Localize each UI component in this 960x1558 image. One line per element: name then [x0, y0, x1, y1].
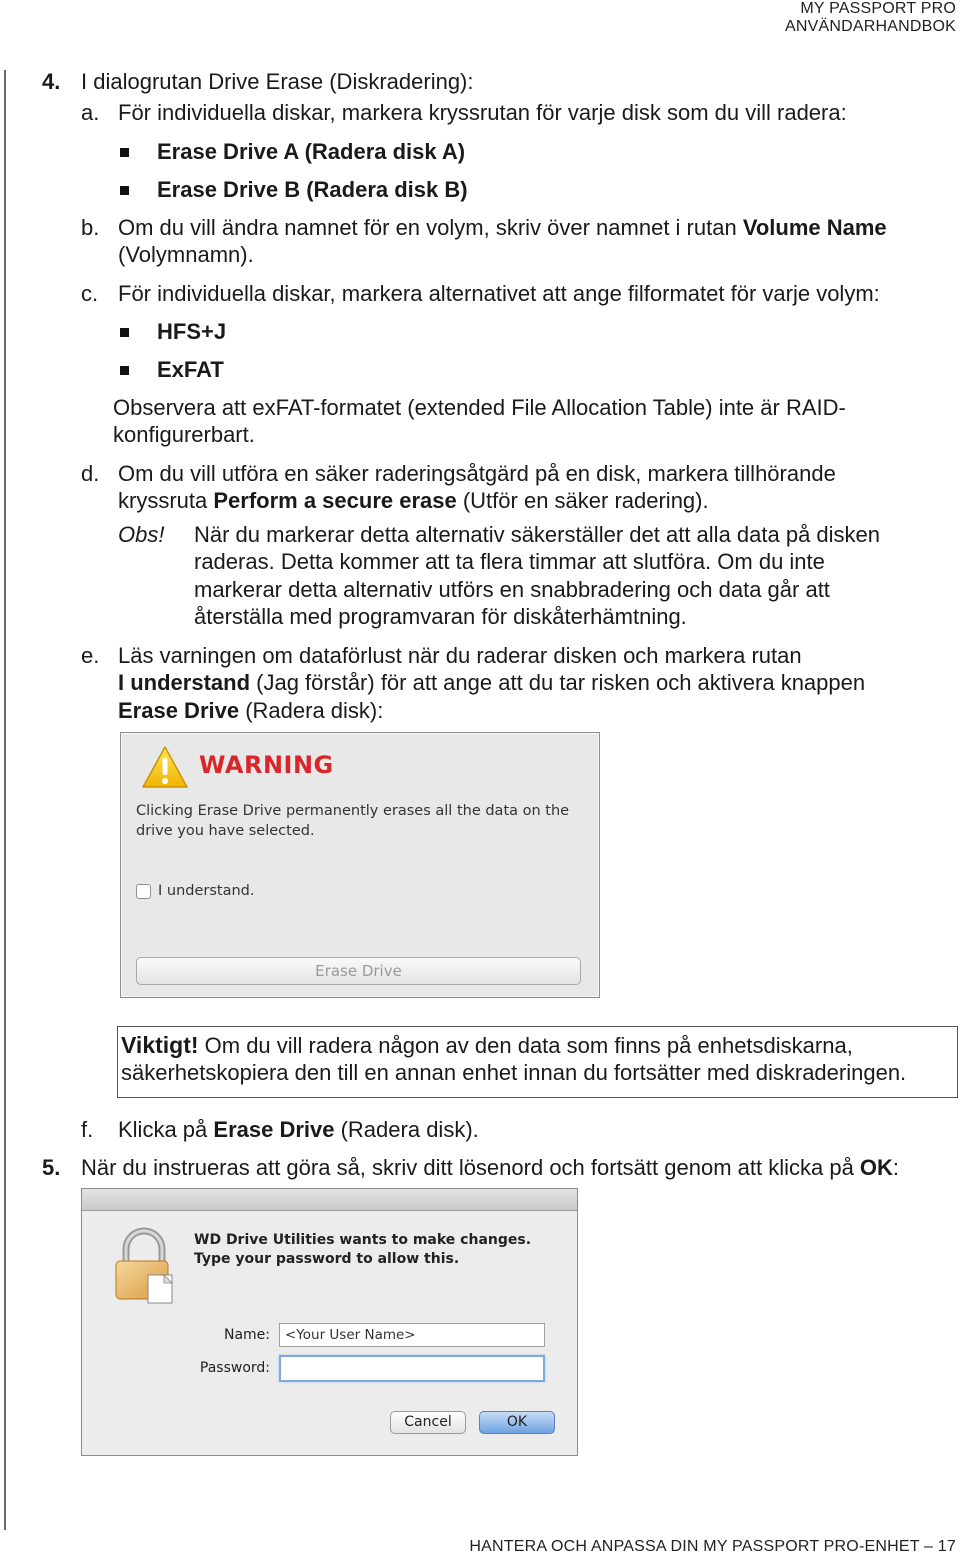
- password-message-line1: WD Drive Utilities wants to make changes.: [194, 1232, 532, 1248]
- step-5-pre: När du instrueras att göra så, skriv ditt lösenord och fortsätt genom att klicka på: [81, 1155, 860, 1180]
- step-4d-letter: d.: [81, 461, 100, 486]
- step-4f-pre: Klicka på: [118, 1117, 214, 1142]
- step-4f-bold: Erase Drive: [213, 1117, 335, 1142]
- step-4f-letter: f.: [81, 1117, 94, 1142]
- obs-line4: återställa med programvaran för diskåterhämtning.: [194, 604, 687, 629]
- name-label: Name:: [223, 1327, 270, 1343]
- step-4c-note-line2: konfigurerbart.: [113, 422, 255, 447]
- step-4e-line3-bold: Erase Drive: [118, 698, 240, 723]
- step-4a-text: För individuella diskar, markera kryssrutan för varje disk som du vill radera:: [118, 100, 847, 125]
- warning-dialog: [120, 732, 600, 998]
- obs-line2: raderas. Detta kommer att ta flera timmar att slutföra. Om du inte: [194, 549, 825, 574]
- step-4c-note-line1: Observera att exFAT-formatet (extended File Allocation Table) inte är RAID-: [113, 395, 846, 420]
- step-4e-line1: Läs varningen om dataförlust när du raderar disken och markera rutan: [118, 643, 802, 668]
- bullet-erase-drive-a: Erase Drive A (Radera disk A): [157, 139, 466, 164]
- step-4e-line3: [118, 697, 383, 725]
- obs-line3: markerar detta alternativ utförs en snabbradering och data går att: [194, 577, 830, 602]
- warning-icon: [141, 745, 189, 789]
- header-subtitle: ANVÄNDARHANDBOK: [784, 18, 956, 35]
- step-4e-line2-bold: I understand: [118, 670, 251, 695]
- step-4b-pre: Om du vill ändra namnet för en volym, skriv över namnet i rutan: [118, 215, 743, 240]
- obs-line1: När du markerar detta alternativ säkerställer det att alla data på disken: [194, 522, 881, 547]
- understand-checkbox-row[interactable]: [136, 883, 254, 899]
- step-4e-line2-post: (Jag förstår) för att ange att du tar risken och aktivera knappen: [250, 670, 866, 695]
- step-5-bold: OK: [859, 1155, 893, 1180]
- step-4f-text: [118, 1116, 479, 1144]
- cancel-button[interactable]: Cancel: [390, 1411, 466, 1434]
- bullet-icon: [120, 366, 129, 375]
- bullet-icon: [120, 186, 129, 195]
- step-4d-line2: [118, 487, 709, 515]
- understand-checkbox[interactable]: [136, 884, 151, 899]
- password-field[interactable]: [279, 1355, 545, 1382]
- important-line2: säkerhetskopiera den till en annan enhet innan du fortsätter med diskraderingen.: [121, 1060, 907, 1085]
- step-4b-text: [118, 214, 887, 242]
- lock-icon: [112, 1227, 176, 1305]
- important-note: [117, 1026, 958, 1098]
- warning-title: WARNING: [199, 751, 334, 779]
- password-message-line2: Type your password to allow this.: [194, 1251, 460, 1267]
- margin-rule: [4, 70, 6, 1530]
- dialog-titlebar[interactable]: [82, 1189, 577, 1211]
- step-5-text: [81, 1154, 899, 1182]
- step-4-number: 4.: [42, 69, 61, 94]
- understand-label: I understand.: [158, 883, 255, 899]
- step-4c-text: För individuella diskar, markera alternativet att ange filformatet för varje volym:: [118, 281, 880, 306]
- bullet-exfat: ExFAT: [157, 357, 224, 382]
- step-4c-letter: c.: [81, 281, 99, 306]
- step-4d-line1: Om du vill utföra en säker raderingsåtgärd på en disk, markera tillhörande: [118, 461, 836, 486]
- step-4d-line2-post: (Utför en säker radering).: [456, 488, 709, 513]
- erase-drive-button[interactable]: Erase Drive: [136, 957, 581, 985]
- important-line1-text: Om du vill radera någon av den data som finns på enhetsdiskarna,: [198, 1033, 853, 1058]
- step-4d-line2-bold: Perform a secure erase: [213, 488, 457, 513]
- running-header: [785, 0, 956, 36]
- step-4-intro: I dialogrutan Drive Erase (Diskradering):: [81, 69, 474, 94]
- step-4b-letter: b.: [81, 215, 100, 240]
- step-4e-letter: e.: [81, 643, 100, 668]
- step-5-number: 5.: [42, 1155, 61, 1180]
- ok-button[interactable]: OK: [479, 1411, 555, 1434]
- name-field[interactable]: <Your User Name>: [279, 1323, 545, 1347]
- step-4a-letter: a.: [81, 100, 100, 125]
- bullet-hfs: HFS+J: [157, 319, 227, 344]
- step-4e-line2: [118, 669, 865, 697]
- bullet-icon: [120, 148, 129, 157]
- step-4b-bold: Volume Name: [742, 215, 887, 240]
- password-dialog: [81, 1188, 578, 1456]
- bullet-icon: [120, 328, 129, 337]
- running-footer: HANTERA OCH ANPASSA DIN MY PASSPORT PRO-ENHET – 17: [469, 1538, 956, 1555]
- header-title: MY PASSPORT PRO: [800, 0, 956, 17]
- obs-label: Obs!: [118, 522, 165, 547]
- step-4f-post: (Radera disk).: [334, 1117, 479, 1142]
- password-message: [194, 1231, 531, 1269]
- bullet-erase-drive-b: Erase Drive B (Radera disk B): [157, 177, 468, 202]
- step-4d-line2-pre: kryssruta: [118, 488, 214, 513]
- important-line1: [121, 1031, 853, 1060]
- step-5-post: :: [892, 1155, 900, 1180]
- warning-message: Clicking Erase Drive permanently erases all the data on the drive you have selected.: [136, 803, 570, 839]
- password-label: Password:: [199, 1360, 270, 1376]
- step-4e-line3-post: (Radera disk):: [239, 698, 384, 723]
- step-4b-line2: (Volymnamn).: [118, 242, 254, 267]
- important-label: Viktigt!: [121, 1032, 199, 1058]
